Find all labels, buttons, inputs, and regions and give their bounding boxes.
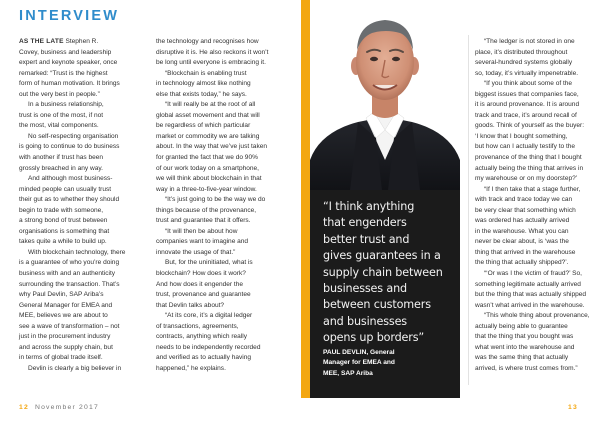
body-line: “‘Or was I the victim of fraud?’ So, — [484, 270, 582, 278]
footer-left — [19, 404, 99, 411]
body-line: actually being the thing that arrives in — [475, 164, 584, 172]
article-column-2 — [156, 37, 272, 375]
body-line: but how can I actually testify to the — [475, 143, 576, 151]
body-line: happened,” he explains. — [156, 364, 226, 372]
body-line: was ordered has actually arrived — [475, 217, 570, 225]
body-line: that Devlin talks about? — [156, 301, 225, 309]
body-line: In a business relationship, — [28, 101, 104, 109]
body-line: is a guarantee of who you’re doing — [19, 259, 120, 267]
body-line: it is around provenance. It is around — [475, 101, 580, 109]
body-line: the thing that actually shipped?’. — [475, 259, 569, 267]
body-line: blockchain? How does it work? — [156, 270, 246, 278]
body-line: never be clear about, is ‘was the — [475, 238, 569, 246]
body-line: else that exists today,” he says. — [156, 90, 247, 98]
body-line: trust and guarantee that it offers. — [156, 217, 251, 225]
body-line: innovate the usage of that.” — [156, 248, 236, 256]
body-line: grossly breached in any way. — [19, 164, 103, 172]
body-line: track and trace, it’s around recall of — [475, 111, 577, 119]
body-line: was the same thing that actually — [475, 354, 569, 362]
body-line: things because of the provenance, — [156, 206, 257, 214]
body-line: place, it’s distributed throughout — [475, 48, 568, 56]
body-line: be regardless of which particular — [156, 122, 251, 130]
article-column-3 — [475, 37, 592, 375]
body-line: “If you think about some of the — [484, 80, 573, 88]
body-line: for granted the fact that we do 90% — [156, 154, 258, 162]
body-line: that the thing that you bought was — [475, 333, 574, 341]
issue-date: November 2017 — [34, 404, 99, 411]
quote-line: supply chain between — [323, 265, 443, 279]
body-line: ‘I know that I bought something, — [475, 132, 568, 140]
body-line: Devlin is clearly a big believer in — [28, 364, 122, 372]
quote-line: opens up borders” — [323, 331, 425, 345]
body-line: their gut as to whether they should — [19, 196, 120, 204]
body-line: expert and keynote speaker, once — [19, 59, 118, 67]
page-number-right: 13 — [568, 404, 578, 411]
body-line: But, for the uninitiated, what is — [165, 259, 253, 267]
body-line: way in a three-to-five-year window. — [156, 185, 257, 193]
body-line: about. In the way that we’ve just taken — [156, 143, 267, 151]
body-line: trust, provenance and guarantee — [156, 291, 251, 299]
body-line: trust is one of the most, if not — [19, 111, 104, 119]
credit-role-line: Manager for EMEA and — [323, 359, 395, 367]
body-line: goods. Think of yourself as the buyer: — [475, 122, 585, 130]
quote-line: that engenders — [323, 216, 407, 230]
body-line: something legitimate actually arrived — [475, 280, 581, 288]
body-line: contracts, anything which really — [156, 333, 247, 341]
body-line: General Manager for EMEA and — [19, 301, 113, 309]
quote-line: gives guarantees in a — [323, 249, 441, 263]
credit-name: PAUL DEVLIN, — [323, 349, 369, 356]
body-line: actually being able to guarantee — [475, 322, 568, 330]
body-line: MEE, believes we are about to — [19, 312, 108, 320]
body-line: but the thing that was actually shipped — [475, 291, 587, 299]
quote-line: businesses and — [323, 282, 407, 296]
body-line: With blockchain technology, there — [28, 248, 126, 256]
body-line: organisations is something that — [19, 227, 110, 235]
body-line: remarked: “Trust is the highest — [19, 69, 108, 77]
page-number-left: 12 — [19, 404, 29, 411]
body-line: several-hundred systems globally — [475, 59, 573, 67]
body-line: what went into the warehouse and — [475, 343, 575, 351]
body-line: “Blockchain is enabling trust — [165, 69, 247, 77]
quote-line: between customers — [323, 298, 431, 312]
body-line: see a wave of transformation – not — [19, 322, 120, 330]
body-line: of our work today on a smartphone, — [156, 164, 259, 172]
quote-credit — [323, 348, 456, 379]
quote-line: “I think anything — [323, 200, 415, 213]
body-line: just in the procurement industry — [19, 333, 111, 341]
body-line: business with and an authenticity — [19, 270, 116, 278]
quote-line: better trust and — [323, 232, 410, 246]
body-line: the technology and recognises how — [156, 38, 259, 45]
column-divider — [468, 35, 469, 385]
body-line: of transactions, agreements, — [156, 322, 239, 330]
body-line: the most, vital components. — [19, 122, 99, 130]
quote-line: and businesses — [323, 314, 407, 328]
body-line: is going to continue to do business — [19, 143, 120, 151]
pull-quote — [323, 199, 456, 347]
credit-role-line: General — [368, 349, 395, 356]
body-line: in technology almost like nothing — [156, 80, 251, 88]
body-line: so, today, it’s virtually impenetrable. — [475, 69, 579, 77]
body-line: And although most business- — [28, 175, 113, 183]
body-line: surrounding the transaction. That’s — [19, 280, 120, 288]
body-line: “At its core, it’s a digital ledger — [165, 312, 253, 320]
body-line: takes quite a while to build up. — [19, 238, 107, 246]
credit-role-line: MEE, SAP Ariba — [323, 369, 373, 377]
article-column-1 — [19, 37, 136, 375]
body-line: disruptive it is. He also reckons it won’t — [156, 48, 269, 56]
body-line: with another if trust has been — [19, 154, 104, 162]
body-line: with track and trace today we can — [475, 196, 573, 204]
section-heading: INTERVIEW — [19, 8, 120, 24]
body-line: thing that arrived in the warehouse — [475, 248, 576, 256]
body-line: provenance of the thing that I bought — [475, 154, 582, 162]
body-line: my warehouse or on my doorstep?’ — [475, 175, 578, 183]
body-line: And how does it engender the — [156, 280, 243, 288]
body-line: begin to trade with someone, — [19, 206, 104, 214]
body-line: Covey, business and leadership — [19, 48, 112, 56]
body-line: and verified as to actually having — [156, 354, 251, 362]
body-line: a strong bond of trust between — [19, 217, 108, 225]
body-line: we will think about blockchain in that — [156, 175, 262, 183]
body-line: Stephen R. — [63, 38, 99, 45]
portrait-illustration — [310, 0, 460, 190]
body-line: out the very best in people.” — [19, 90, 100, 98]
body-line: “It will really be at the root of all — [165, 101, 256, 109]
body-line: needs to be independently recorded — [156, 343, 261, 351]
body-line: form of human motivation. It brings — [19, 80, 120, 88]
body-line: minded people can usually trust — [19, 185, 112, 193]
accent-bar — [301, 0, 310, 398]
body-line: companies want to imagine and — [156, 238, 249, 246]
portrait-photo — [310, 0, 460, 190]
body-line: in terms of global trade itself. — [19, 354, 103, 362]
body-line: and across the supply chain, but — [19, 343, 113, 351]
lead-in: AS THE LATE — [19, 38, 64, 45]
body-line: “It’s just going to be the way we do — [165, 196, 266, 204]
body-line: wasn’t what arrived in the warehouse. — [475, 301, 585, 309]
body-line: global asset movement and that will — [156, 111, 260, 119]
body-line: “It will then be about how — [165, 227, 238, 235]
body-line: No self-respecting organisation — [28, 132, 119, 140]
body-line: be very clear that something which — [475, 206, 576, 214]
body-line: biggest issues that companies face, — [475, 90, 579, 98]
body-line: “If I then take that a stage further, — [484, 185, 581, 193]
body-line: why Paul Devlin, SAP Ariba’s — [19, 291, 104, 299]
body-line: in the warehouse. What you can — [475, 227, 569, 235]
body-line: “This whole thing about provenance, — [484, 312, 590, 320]
body-line: arrived, is where trust comes from.” — [475, 364, 578, 372]
body-line: “The ledger is not stored in one — [484, 38, 575, 45]
body-line: market or commodity we are talking — [156, 132, 260, 140]
body-line: be long until everyone is embracing it. — [156, 59, 266, 67]
